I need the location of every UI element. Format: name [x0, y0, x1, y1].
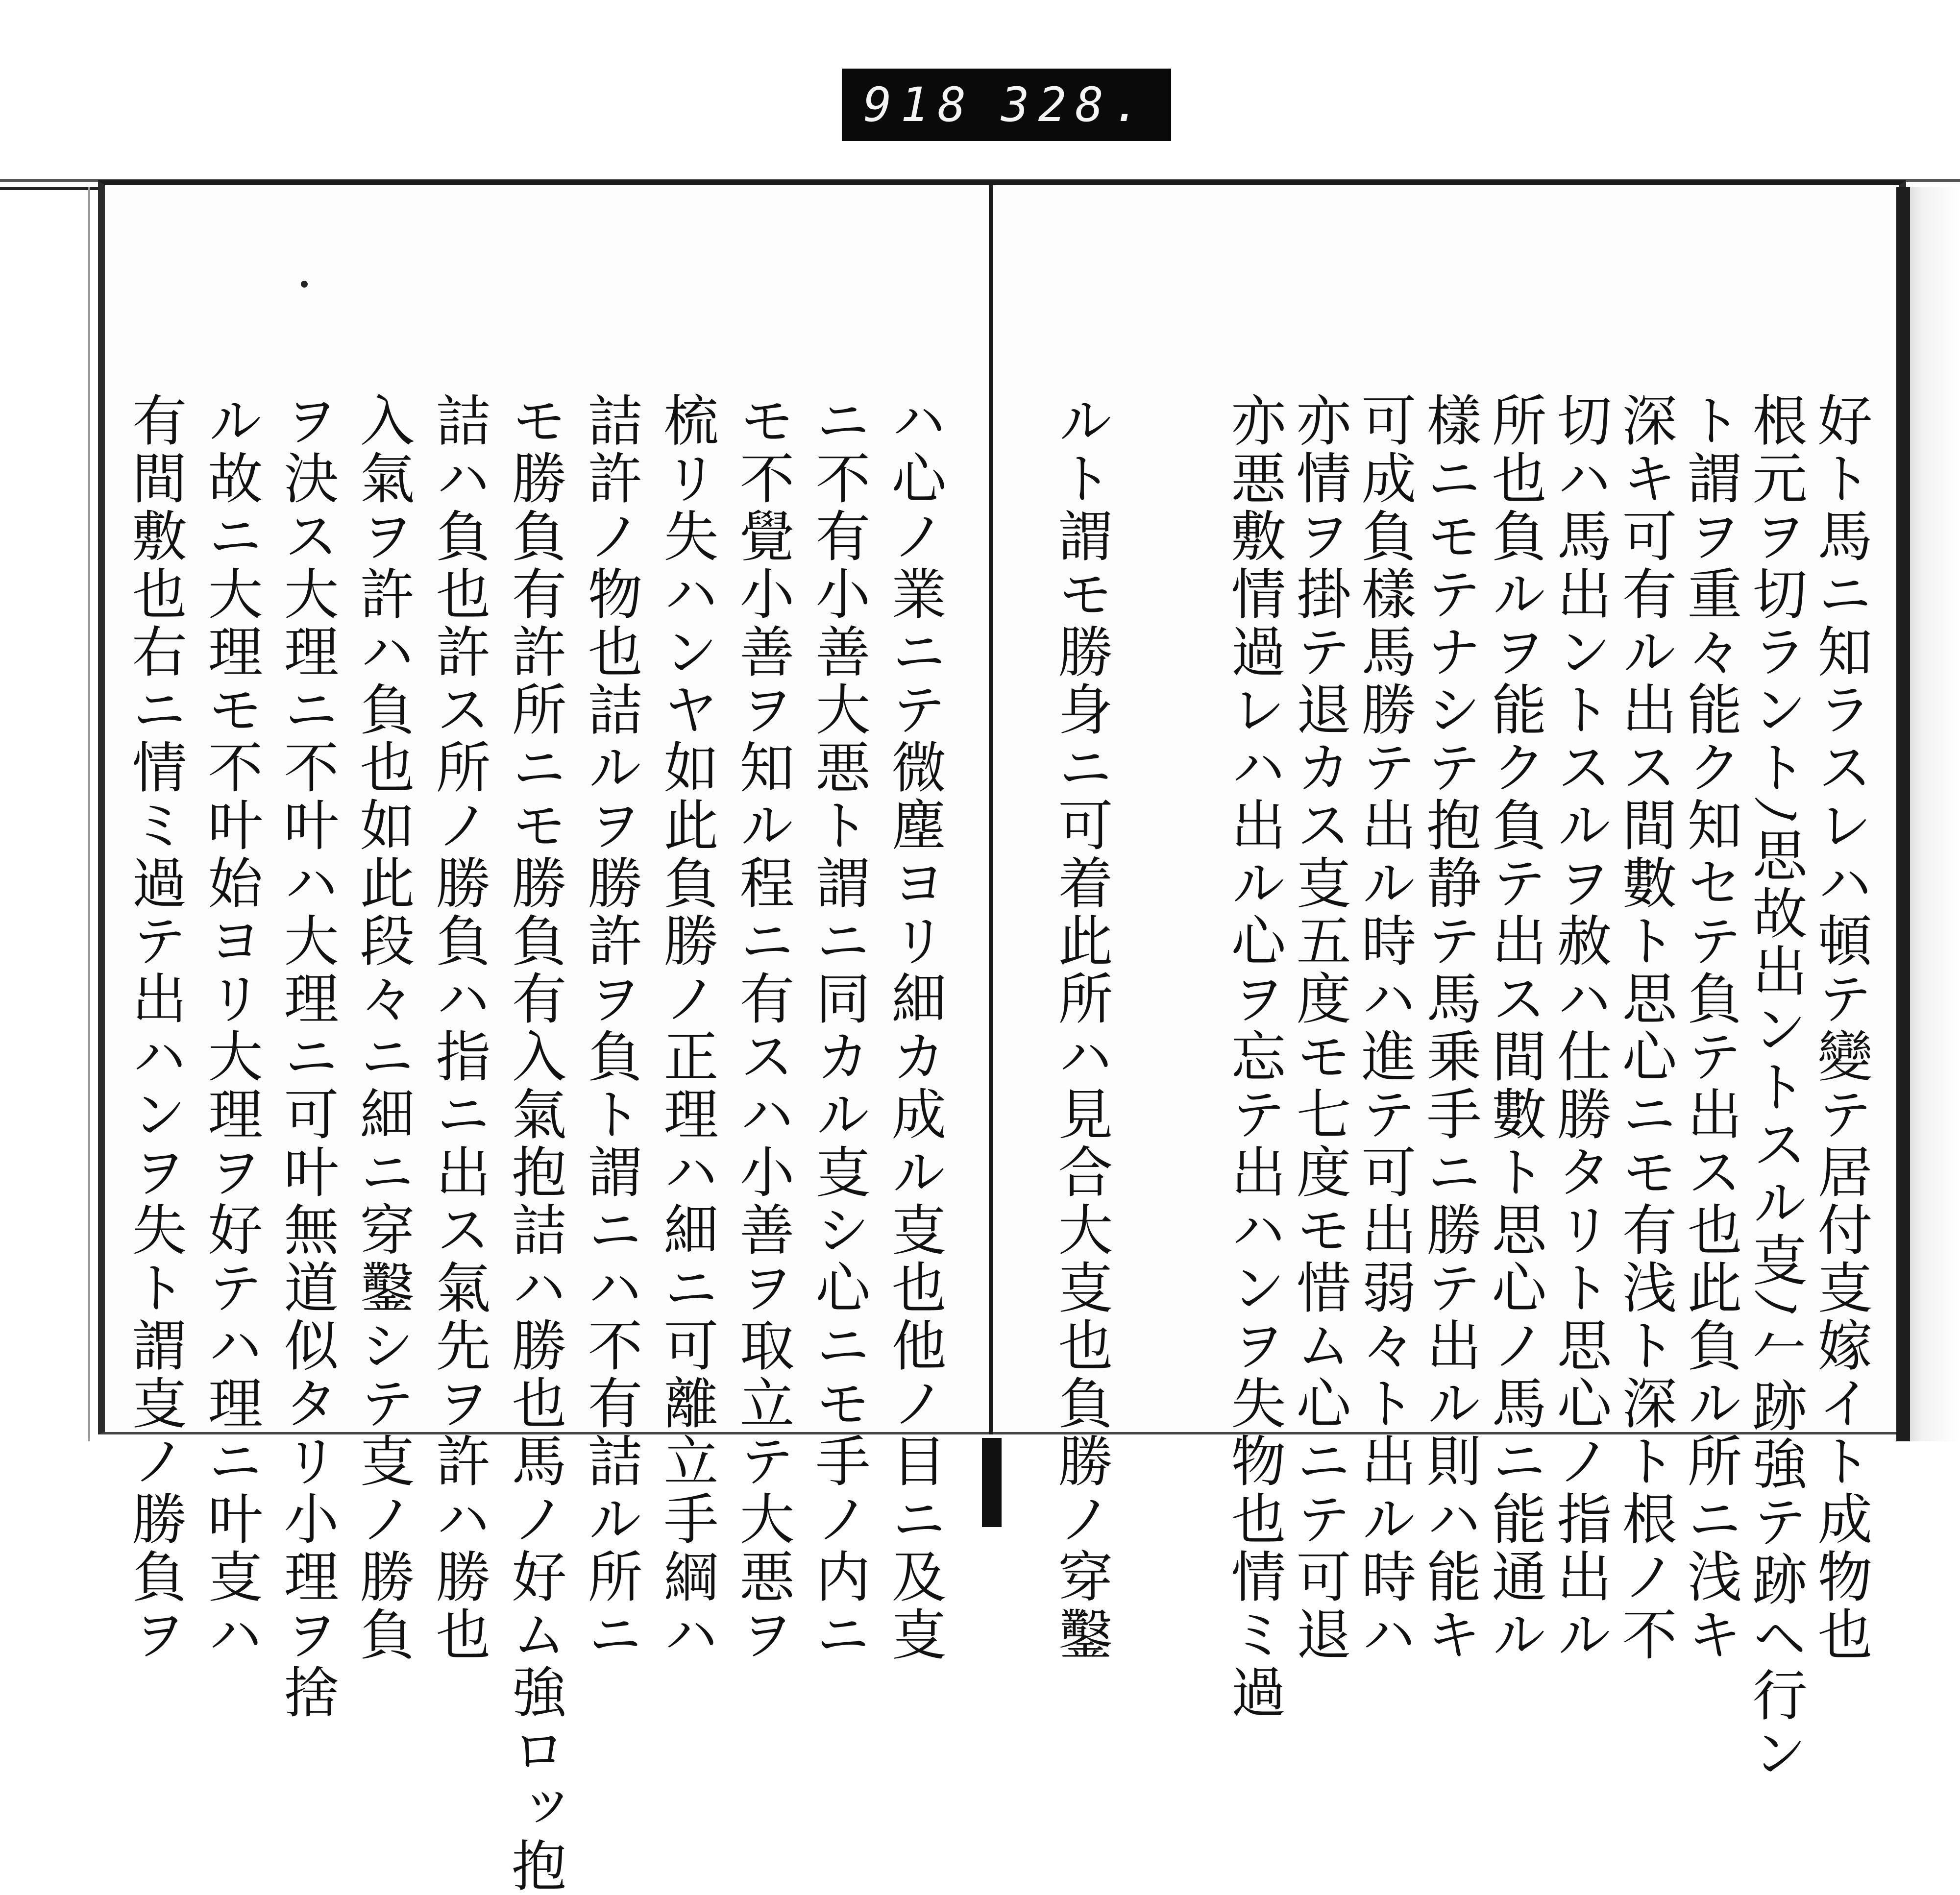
text-column: 深キ可有ル出ス間數ト思心ニモ有浅ト深ト根ノ不 [1613, 392, 1677, 1664]
text-column: モ勝負有許所ニモ勝負有入氣抱詰ハ勝也馬ノ好ム強ロッ抱 [503, 392, 566, 1895]
text-column: モ不覺小善ヲ知ル程ニ有スハ小善ヲ取立テ大悪ヲ [731, 392, 794, 1664]
text-column: 切ハ馬出ントスルヲ赦ハ仕勝タリト思心ノ指出ル [1548, 392, 1612, 1664]
text-column: 梳リ失ハンヤ如此負勝ノ正理ハ細ニ可離立手綱ハ [655, 392, 718, 1664]
binding-tab [982, 1438, 1002, 1527]
text-column: 所也負ルヲ能ク負テ出ス間數ト思心ノ馬ニ能通ル [1483, 392, 1546, 1664]
text-column: 樣ニモテナシテ抱静テ馬乗手ニ勝テ出ル則ハ能キ [1418, 392, 1481, 1664]
page-stack-edge [88, 187, 90, 1441]
text-column: 根元ヲ切ラントﾉ思故出ントスル㕝ﾉ𠂉跡強テ跡ヘ行ン [1743, 392, 1807, 1782]
book-cover-right [1896, 187, 1960, 1441]
text-column: 詰ハ負也許ス所ノ勝負ハ指ニ出ス氣先ヲ許ハ勝也 [427, 392, 490, 1664]
text-column: 入氣ヲ許ハ負也如此段々ニ細ニ穿鑿シテ㕝ノ勝負 [351, 392, 415, 1664]
text-column: 詰許ノ物也詰ルヲ勝許ヲ負ト謂ニハ不有詰ル所ニ [579, 392, 642, 1664]
text-column: 好ト馬ニ知ラスレハ頓テ變テ居付㕝嫁イト成物也 [1809, 392, 1872, 1664]
text-column: 有間敷也右ニ情ミ過テ出ハンヲ失ト謂㕝ノ勝負ヲ [123, 392, 187, 1664]
reel-number-right: 328. [1001, 77, 1150, 132]
text-column: ルト謂モ勝身ニ可着此所ハ見合大㕝也負勝ノ穿鑿 [1049, 392, 1113, 1664]
text-column: 亦悪敷情過レハ出ル心ヲ忘テ出ハンヲ失物也情ミ過 [1222, 392, 1286, 1722]
book-gutter [989, 180, 993, 1434]
text-column: ニ不有小善大悪ト謂ニ同カル㕝シ心ニモ手ノ内ニ [807, 392, 870, 1664]
text-column: 亦情ヲ掛テ退カス㕝五度モ七度モ惜ム心ニテ可退 [1287, 392, 1351, 1664]
ink-spot [301, 281, 308, 288]
book-cover-edge [0, 187, 103, 190]
text-column: ル故ニ大理モ不叶始ヨリ大理ヲ好テハ理ニ叶㕝ハ [199, 392, 263, 1664]
text-column: 可成負樣馬勝テ出ル時ハ進テ可出弱々ト出ル時ハ [1352, 392, 1416, 1664]
reel-number-left: 918 [863, 77, 975, 132]
text-column: ト謂ヲ重々能ク知セテ負テ出ス也此負ル所ニ浅キ [1678, 392, 1742, 1664]
text-column: ハ心ノ業ニテ微塵ヨリ細カ成ル㕝也他ノ目ニ及㕝 [882, 392, 946, 1664]
reel-number-label [842, 69, 1171, 141]
text-column: ヲ決ス大理ニ不叶ハ大理ニ可叶無道似タリ小理ヲ捨 [275, 392, 339, 1722]
